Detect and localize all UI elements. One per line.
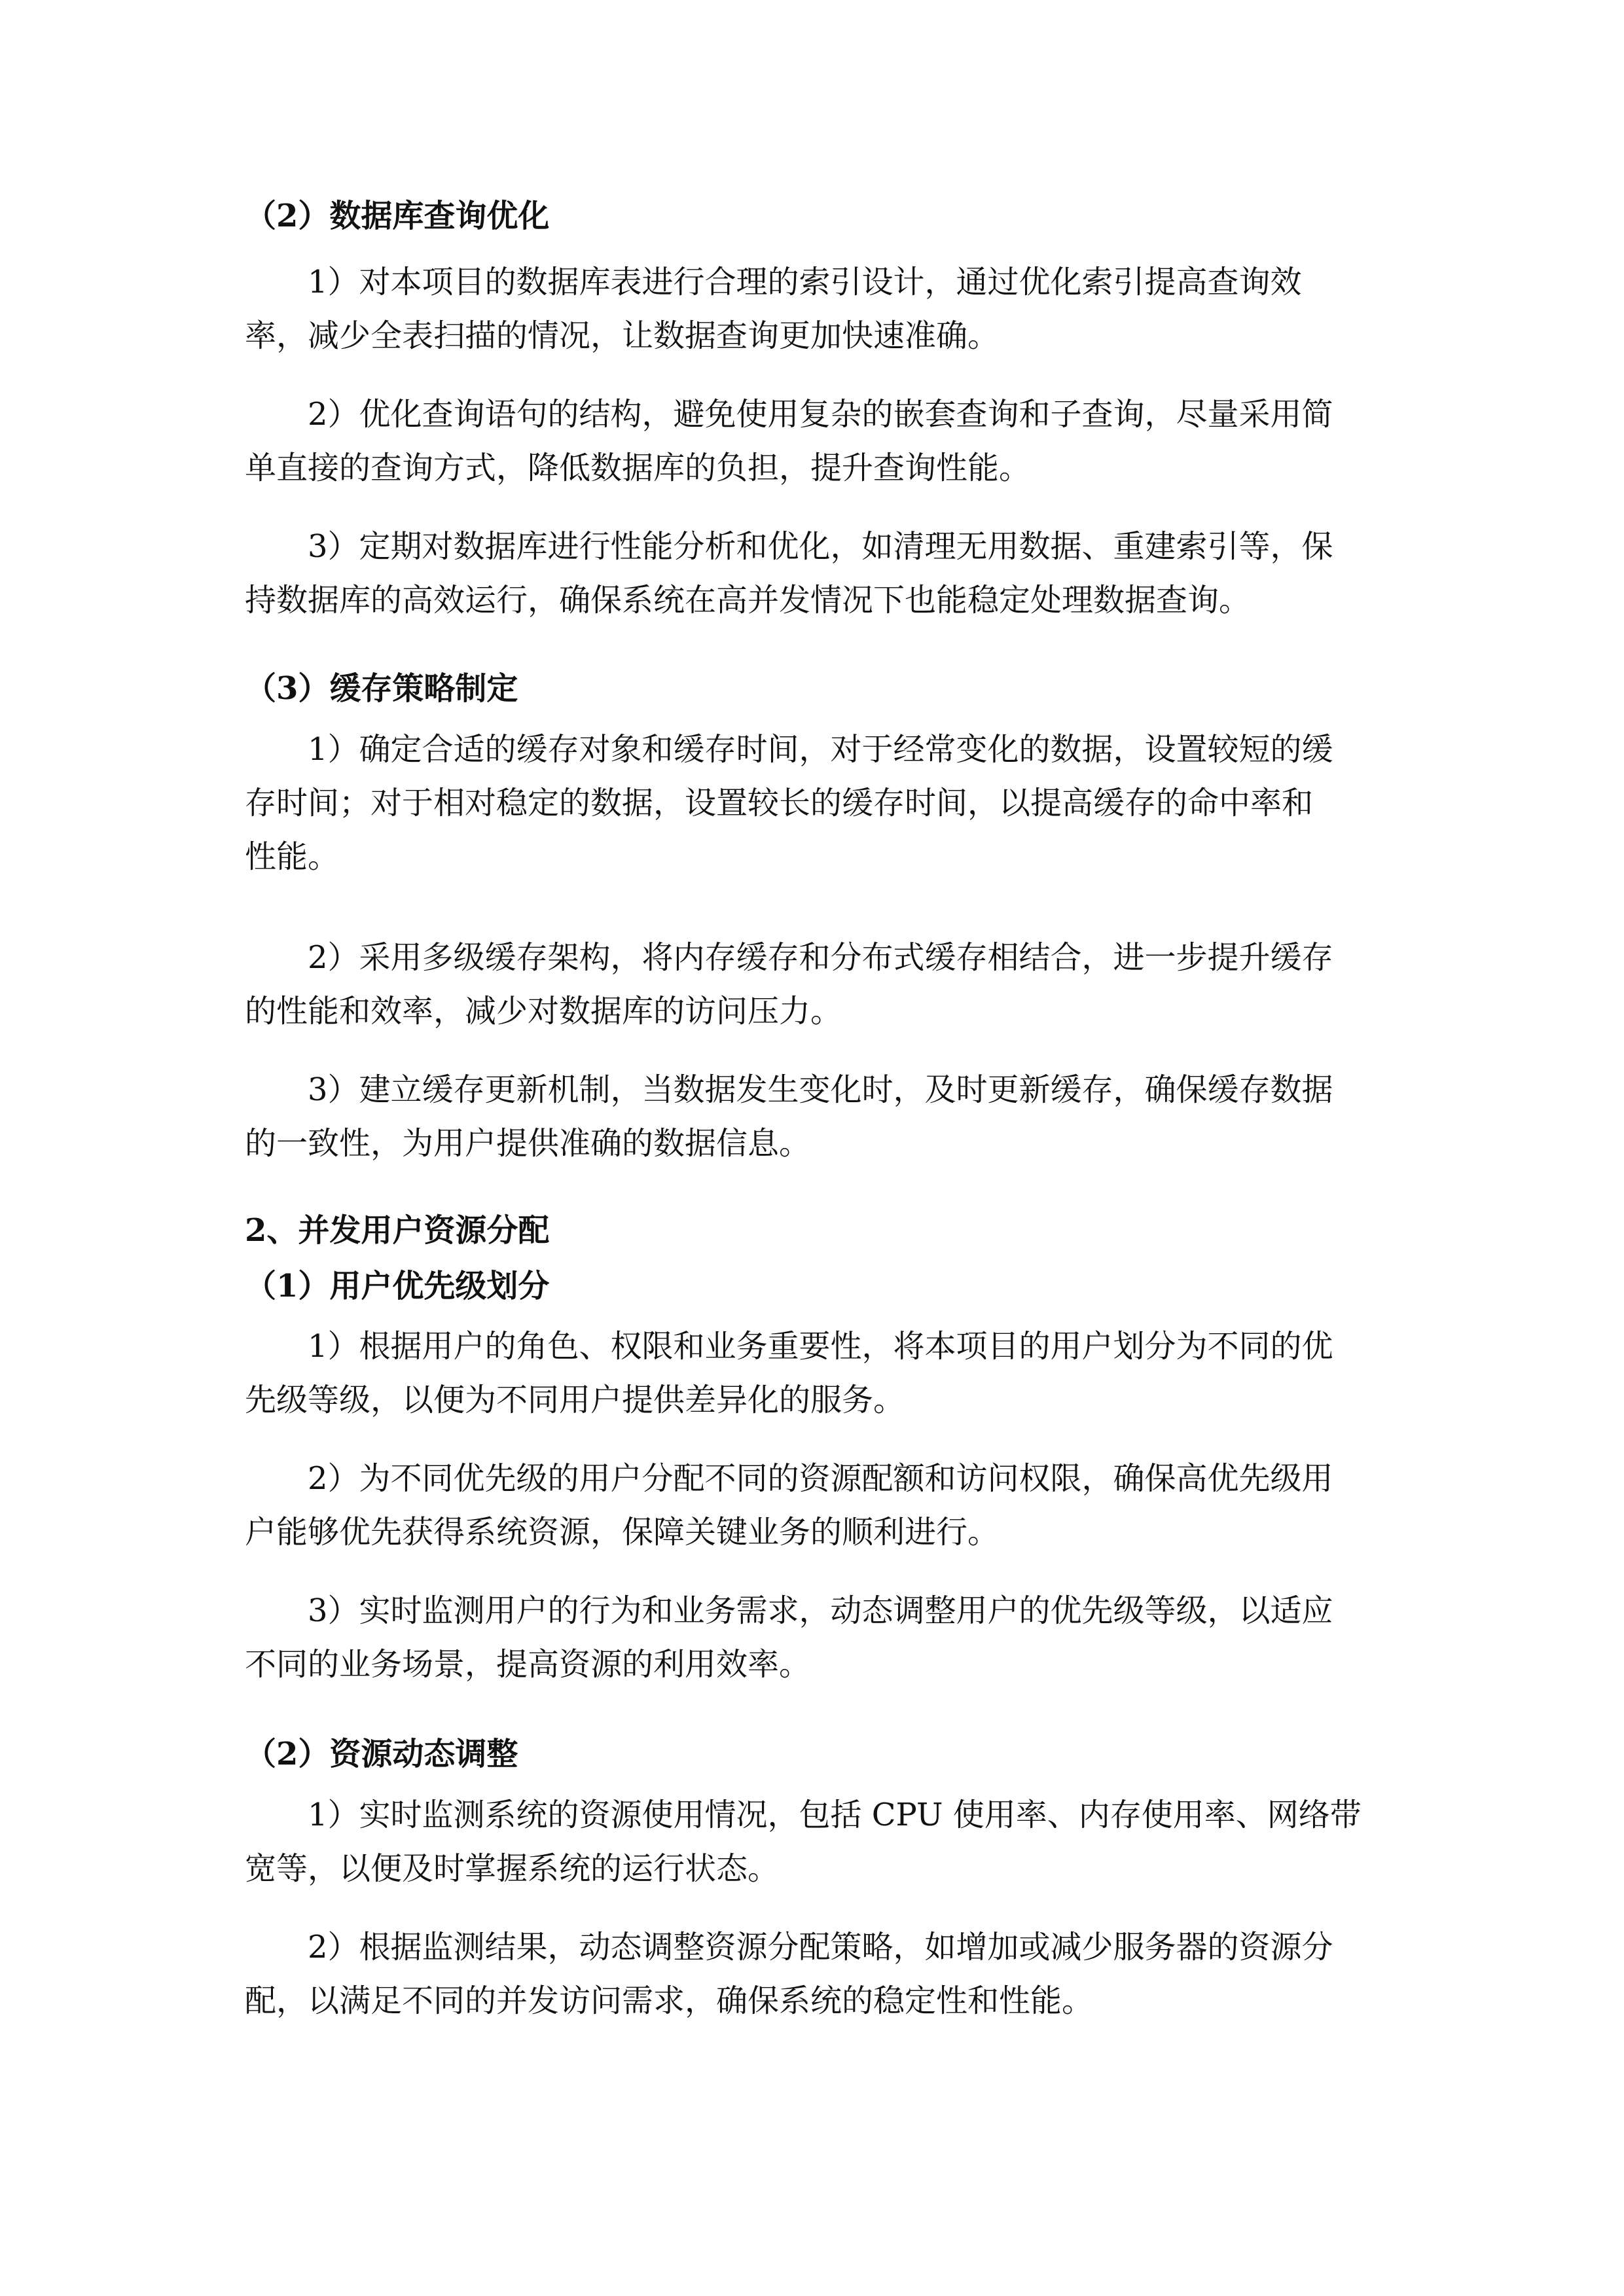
paragraph-line: 1）对本项目的数据库表进行合理的索引设计，通过优化索引提高查询效 <box>308 264 1302 300</box>
paragraph-line: 户能够优先获得系统资源，保障关键业务的顺利进行。 <box>245 1514 1000 1551</box>
paragraph-line: 先级等级，以便为不同用户提供差异化的服务。 <box>245 1382 905 1418</box>
paragraph-line: 的一致性，为用户提供准确的数据信息。 <box>245 1125 811 1162</box>
paragraph <box>245 931 1384 1038</box>
paragraph-line: 2）优化查询语句的结构，避免使用复杂的嵌套查询和子查询，尽量采用简 <box>308 396 1333 433</box>
paragraph <box>245 255 1384 363</box>
paragraph <box>245 1584 1384 1691</box>
chapter-heading-concurrency: 2、并发用户资源分配 <box>245 1212 550 1249</box>
paragraph-line: 3）定期对数据库进行性能分析和优化，如清理无用数据、重建索引等，保 <box>308 528 1333 565</box>
section-heading-user-priority: （1）用户优先级划分 <box>245 1268 550 1304</box>
paragraph-line: 率，减少全表扫描的情况，让数据查询更加快速准确。 <box>245 317 1000 354</box>
paragraph-line: 存时间；对于相对稳定的数据，设置较长的缓存时间，以提高缓存的命中率和 <box>245 785 1314 821</box>
paragraph <box>245 1788 1384 1895</box>
section-heading-resource-adjust: （2）资源动态调整 <box>245 1736 518 1772</box>
paragraph-line: 2）根据监测结果，动态调整资源分配策略，如增加或减少服务器的资源分 <box>308 1929 1333 1965</box>
section-heading-cache: （3）缓存策略制定 <box>245 670 518 707</box>
paragraph-line: 3）建立缓存更新机制，当数据发生变化时，及时更新缓存，确保缓存数据 <box>308 1071 1333 1108</box>
paragraph-line: 1）实时监测系统的资源使用情况，包括 CPU 使用率、内存使用率、网络带 <box>308 1797 1362 1833</box>
paragraph <box>245 1319 1384 1427</box>
paragraph-line: 1）根据用户的角色、权限和业务重要性，将本项目的用户划分为不同的优 <box>308 1328 1333 1365</box>
paragraph-line: 2）采用多级缓存架构，将内存缓存和分布式缓存相结合，进一步提升缓存 <box>308 939 1333 976</box>
paragraph-line: 持数据库的高效运行，确保系统在高并发情况下也能稳定处理数据查询。 <box>245 582 1251 619</box>
paragraph-line: 2）为不同优先级的用户分配不同的资源配额和访问权限，确保高优先级用 <box>308 1460 1333 1497</box>
paragraph <box>245 1920 1384 2028</box>
paragraph-line: 3）实时监测用户的行为和业务需求，动态调整用户的优先级等级，以适应 <box>308 1592 1333 1629</box>
paragraph-line: 配，以满足不同的并发访问需求，确保系统的稳定性和性能。 <box>245 1982 1094 2019</box>
paragraph-line: 不同的业务场景，提高资源的利用效率。 <box>245 1646 811 1683</box>
paragraph-line: 的性能和效率，减少对数据库的访问压力。 <box>245 993 842 1030</box>
paragraph <box>245 723 1384 884</box>
paragraph <box>245 1452 1384 1559</box>
paragraph-line: 1）确定合适的缓存对象和缓存时间，对于经常变化的数据，设置较短的缓 <box>308 731 1333 768</box>
paragraph-line: 宽等，以便及时掌握系统的运行状态。 <box>245 1850 780 1887</box>
paragraph <box>245 520 1384 627</box>
paragraph <box>245 387 1384 495</box>
paragraph-line: 性能。 <box>245 838 340 875</box>
paragraph-line: 单直接的查询方式，降低数据库的负担，提升查询性能。 <box>245 450 1031 486</box>
section-heading-db-query: （2）数据库查询优化 <box>245 198 550 234</box>
paragraph <box>245 1063 1384 1170</box>
